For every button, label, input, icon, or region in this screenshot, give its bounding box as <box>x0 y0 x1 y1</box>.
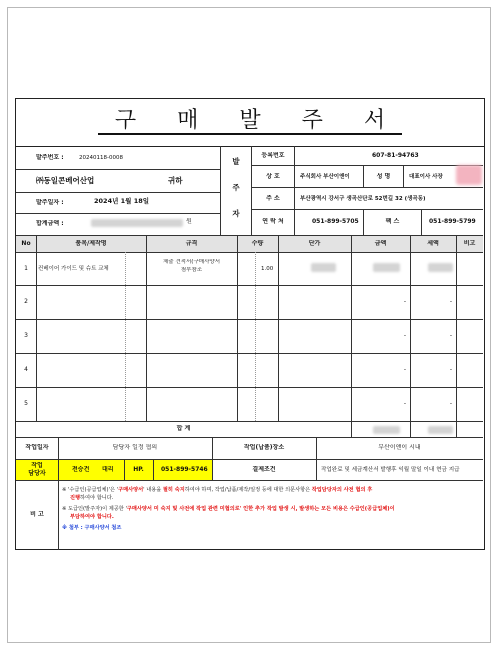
recipient-company: ㈜동일콘베어산업 <box>36 176 95 185</box>
address-label: 주 소 <box>266 195 280 202</box>
row-1-redacted-amount <box>373 263 400 272</box>
reg-number: 607-81-94763 <box>372 152 419 159</box>
work-date-label: 작업일자 <box>25 444 49 451</box>
payment-label: 결제조건 <box>252 466 276 473</box>
company-label: 상 호 <box>266 173 280 180</box>
row-3-amount: - <box>403 332 406 339</box>
issuer-side-char-2: 주 <box>232 183 240 192</box>
row-3-no: 3 <box>24 332 28 339</box>
work-place-value: 부산이앤이 시내 <box>378 444 421 451</box>
work-date-value: 담당자 일정 협의 <box>112 444 158 451</box>
issuer-side-char-3: 자 <box>232 209 240 218</box>
remark-line-5: ※ 첨부 : 구매사양서 첨조 <box>62 525 122 531</box>
total-redacted-tax <box>428 426 453 434</box>
fax-label: 팩 스 <box>385 218 400 225</box>
document-title <box>16 99 484 147</box>
row-4-amount: - <box>403 366 406 373</box>
row-2-amount: - <box>403 298 406 305</box>
manager-label: 작업 담당자 <box>28 462 46 477</box>
name-label: 성 명 <box>376 173 391 180</box>
hp-label: HP. <box>133 466 144 473</box>
row-2-no: 2 <box>24 298 28 305</box>
col-header-item: 품목/제작명 <box>75 240 107 247</box>
row-5-no: 5 <box>24 400 28 407</box>
row-5-amount: - <box>403 400 406 407</box>
row-1-item: 컨베이어 가이드 및 슈트 교체 <box>38 266 109 272</box>
phone: 051-899-5705 <box>312 218 359 225</box>
work-place-label: 작업(납품)장소 <box>243 444 285 451</box>
issuer-side-char-1: 발 <box>232 157 240 166</box>
address: 부산광역시 강서구 생곡산단로 52번길 32 (생곡동) <box>300 196 426 202</box>
col-header-qty: 수량 <box>251 240 264 247</box>
row-1-redacted-price <box>311 263 336 272</box>
order-date: 2024년 1월 18일 <box>94 197 150 205</box>
company-name: 주식회사 부산이앤이 <box>300 174 350 180</box>
order-number-label: 발주번호 : <box>36 154 64 161</box>
row-1-redacted-tax <box>428 263 453 272</box>
row-1-spec-line1: 체출 견적서(구매사양서 <box>162 259 221 265</box>
purchase-order-document <box>15 98 485 550</box>
remark-line-3: ※ 도급인(발주자)이 제공한 '구매사양서 미 숙지 및 사전에 작업 관련 미협의로' 인한 추가 작업 발생 시, 발생하는 모든 비용은 수급인(공급업체)이 <box>62 506 395 512</box>
row-4-tax: - <box>449 366 452 373</box>
ceo-title: 대표이사 사장 <box>409 174 443 180</box>
reg-number-label: 등록번호 <box>261 152 285 159</box>
col-header-note: 비고 <box>463 240 476 247</box>
order-number: 20240118-0008 <box>79 155 123 161</box>
col-header-unit-price: 단가 <box>308 240 321 247</box>
remarks-label: 비 고 <box>30 511 44 518</box>
fax: 051-899-5799 <box>429 218 476 225</box>
col-header-no: No <box>21 240 31 247</box>
row-2-tax: - <box>449 298 452 305</box>
col-header-spec: 규격 <box>185 240 198 247</box>
col-header-amount: 금액 <box>374 240 387 247</box>
row-1-no: 1 <box>24 265 28 272</box>
remark-line-2: 진행하여야 합니다. <box>70 495 114 501</box>
remark-line-4: 부담하여야 합니다. <box>70 514 114 520</box>
row-3-tax: - <box>449 332 452 339</box>
title-text: 구 매 발 주 서 <box>98 109 402 135</box>
manager-name: 전승건 <box>72 466 90 473</box>
total-amount-label: 합계금액 : <box>36 220 64 227</box>
manager-hp: 051-899-5746 <box>161 466 208 473</box>
manager-title: 대리 <box>102 466 114 473</box>
contact-label: 연 락 처 <box>262 218 284 225</box>
row-1-qty: 1.00 <box>261 266 274 272</box>
payment-value: 작업완료 및 세금계산서 발행후 익월 말일 이내 현금 지급 <box>321 467 460 473</box>
row-4-no: 4 <box>24 366 28 373</box>
redacted-amount <box>91 219 183 227</box>
row-5-tax: - <box>449 400 452 407</box>
recipient-honorific: 귀하 <box>168 176 183 185</box>
row-1-spec-line2: 첨부참조 <box>180 267 203 273</box>
total-redacted-amount <box>373 426 400 434</box>
col-header-tax: 세액 <box>427 240 439 247</box>
order-date-label: 발주일자 : <box>36 199 64 206</box>
redacted-seal <box>456 165 482 185</box>
remark-line-1: ※ '수급인(공급업체)'은 '구매사양서' 내용을 필히 숙지하여야 하며, 작업/납품/제작/일정 등에 대한 의문사항은 작업담당자의 사전 협의 후 <box>62 487 373 493</box>
total-label: 합 계 <box>176 425 191 432</box>
amount-suffix: 원 <box>186 218 192 225</box>
